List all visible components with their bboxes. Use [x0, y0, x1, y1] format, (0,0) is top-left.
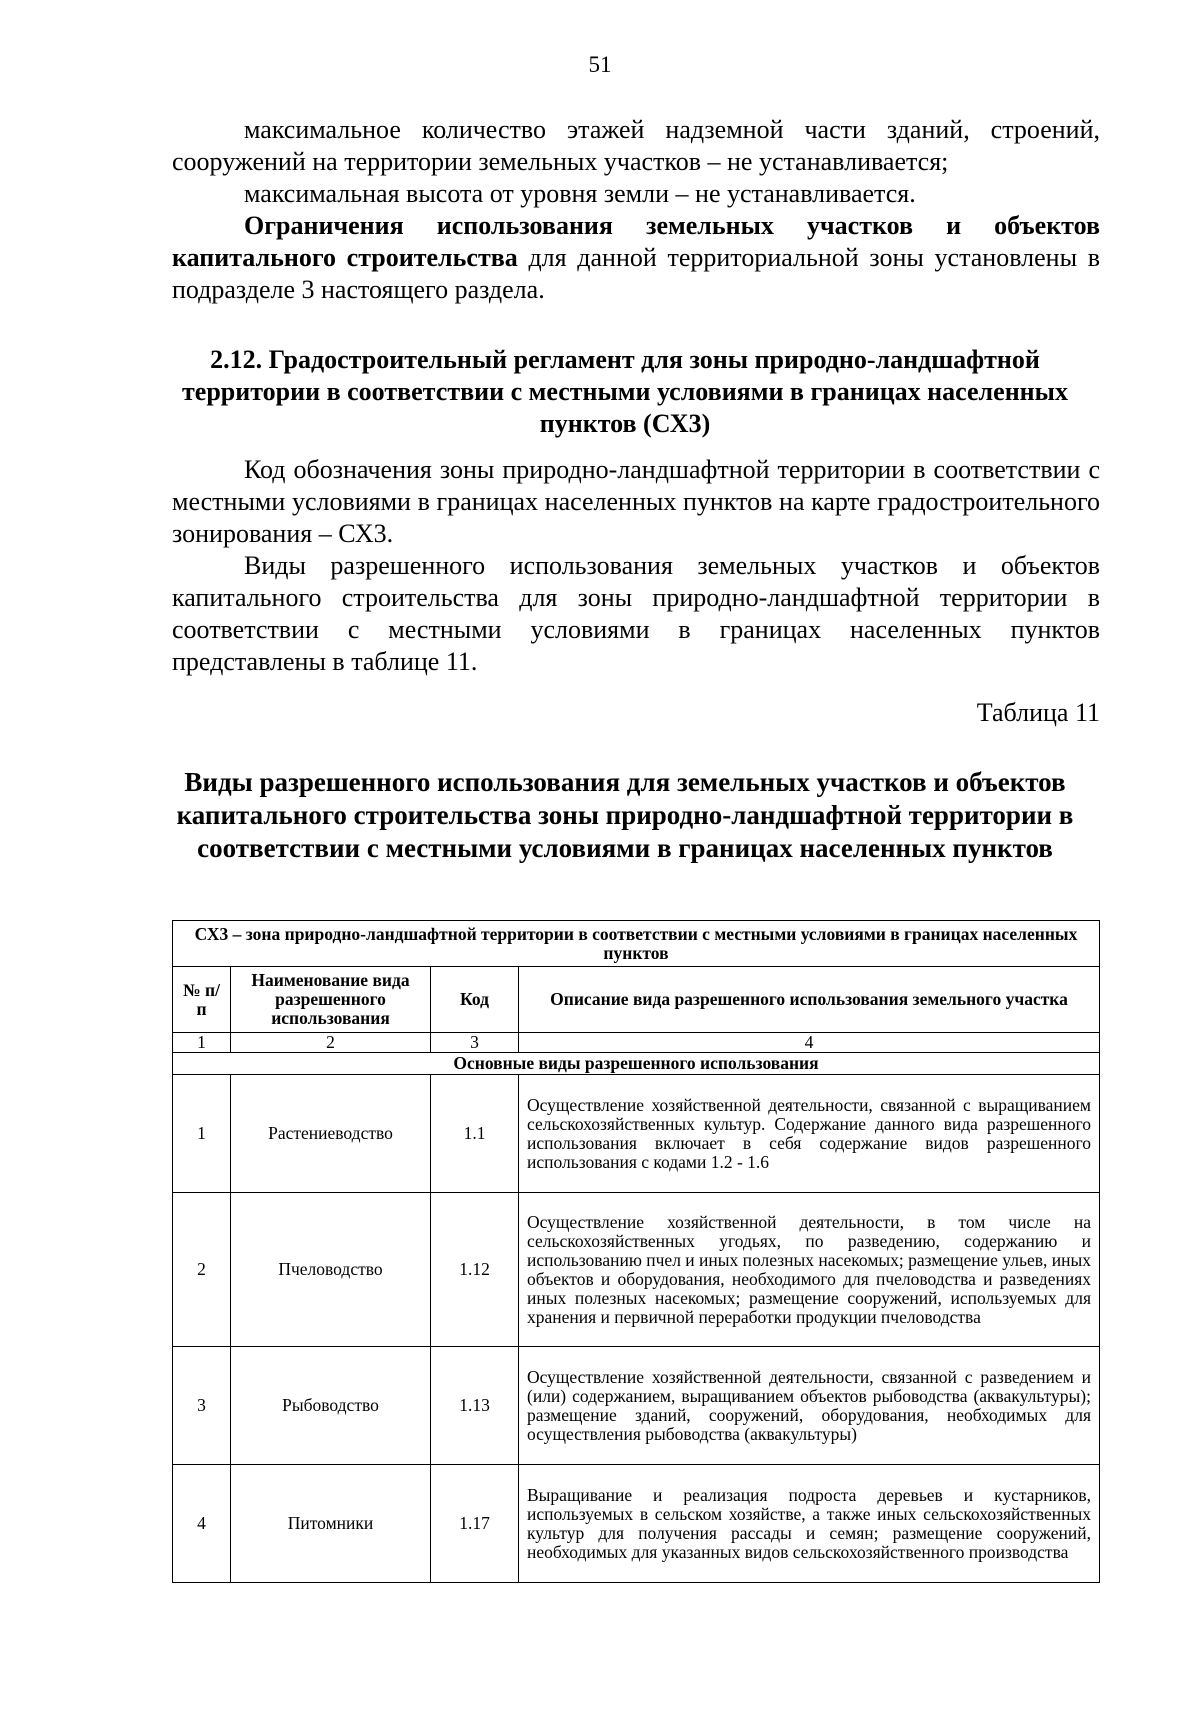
row-name: Питомники: [231, 1465, 431, 1583]
column-header-name: Наименование вида разрешенного использования: [231, 967, 431, 1033]
row-code: 1.12: [431, 1193, 519, 1347]
column-index: 4: [519, 1033, 1100, 1053]
row-name: Пчеловодство: [231, 1193, 431, 1347]
paragraph-max-floors: максимальное количество этажей надземной части зданий, строений, сооружений на территории земельных участков – не устанавливается;: [172, 115, 1100, 176]
column-index: 1: [173, 1033, 231, 1053]
table-title: Виды разрешенного использования для земельных участков и объектов капитального строительства зоны природно-ландшафтной территории в соответствии с местными условиями в границах населенных пунктов: [176, 767, 1074, 863]
row-number: 4: [173, 1465, 231, 1583]
permitted-uses-table: [172, 920, 1100, 1583]
page-number: 51: [588, 52, 612, 77]
row-name: Растениеводство: [231, 1075, 431, 1193]
row-number: 3: [173, 1347, 231, 1465]
column-header-number: № п/п: [173, 967, 231, 1033]
column-header-code: Код: [431, 967, 519, 1033]
paragraph-zone-code: Код обозначения зоны природно-ландшафтной территории в соответствии с местными условиями в границах населенных пунктов на карте градостроительного зонирования – СХ3.: [172, 455, 1100, 548]
row-number: 1: [173, 1075, 231, 1193]
row-name: Рыбоводство: [231, 1347, 431, 1465]
row-number: 2: [173, 1193, 231, 1347]
table-row: [173, 1465, 1100, 1583]
row-code: 1.17: [431, 1465, 519, 1583]
row-description: Выращивание и реализация подроста деревьев и кустарников, используемых в сельском хозяйстве, а также иных сельскохозяйственных культур для получения рассады и семян; размещение сооружений, необходимых для указанных видов сельскохозяйственного производства: [519, 1465, 1100, 1583]
row-description: Осуществление хозяйственной деятельности, в том числе на сельскохозяйственных угодьях, по разведению, содержанию и использованию пчел и иных полезных насекомых; размещение ульев, иных объектов и оборудования, необходимого для пчеловодства и разведениях иных полезных насекомых; размещение сооружений, используемых для хранения и первичной переработки продукции пчеловодства: [519, 1193, 1100, 1347]
paragraph-max-height: максимальная высота от уровня земли – не устанавливается.: [244, 179, 916, 208]
paragraph-restrictions: [172, 210, 1100, 306]
column-index: 3: [431, 1033, 519, 1053]
table-row: [173, 1193, 1100, 1347]
section-label-row: Основные виды разрешенного использования: [173, 1053, 1100, 1075]
section-heading: 2.12. Градостроительный регламент для зоны природно-ландшафтной территории в соответствии с местными условиями в границах населенных пунктов (СХ3): [182, 345, 1068, 438]
row-description: Осуществление хозяйственной деятельности, связанной с разведением и (или) содержанием, выращиванием объектов рыбоводства (аквакультуры); размещение зданий, сооружений, оборудования, необходимых для осуществления рыбоводства (аквакультуры): [519, 1347, 1100, 1465]
column-header-description: Описание вида разрешенного использования земельного участка: [519, 967, 1100, 1033]
zone-header-cell: СХ3 – зона природно-ландшафтной территории в соответствии с местными условиями в границах населенных пунктов: [173, 921, 1100, 967]
table-label: Таблица 11: [976, 698, 1100, 727]
table-row: [173, 1075, 1100, 1193]
column-index: 2: [231, 1033, 431, 1053]
restrictions-rest-text: для данной территориальной зоны установлены в подразделе 3 настоящего раздела.: [172, 243, 1100, 304]
row-description: Осуществление хозяйственной деятельности, связанной с выращиванием сельскохозяйственных культур. Содержание данного вида разрешенного использования включает в себя содержание видов разрешенного использования с кодами 1.2 - 1.6: [519, 1075, 1100, 1193]
row-code: 1.1: [431, 1075, 519, 1193]
restrictions-bold-text: Ограничения использования земельных участков и объектов капитального строительства: [172, 211, 1100, 272]
table-row: [173, 1347, 1100, 1465]
paragraph-permitted-uses: Виды разрешенного использования земельных участков и объектов капитального строительства для зоны природно-ландшафтной территории в соответствии с местными условиями в границах населенных пунктов представлены в таблице 11.: [172, 551, 1100, 676]
row-code: 1.13: [431, 1347, 519, 1465]
